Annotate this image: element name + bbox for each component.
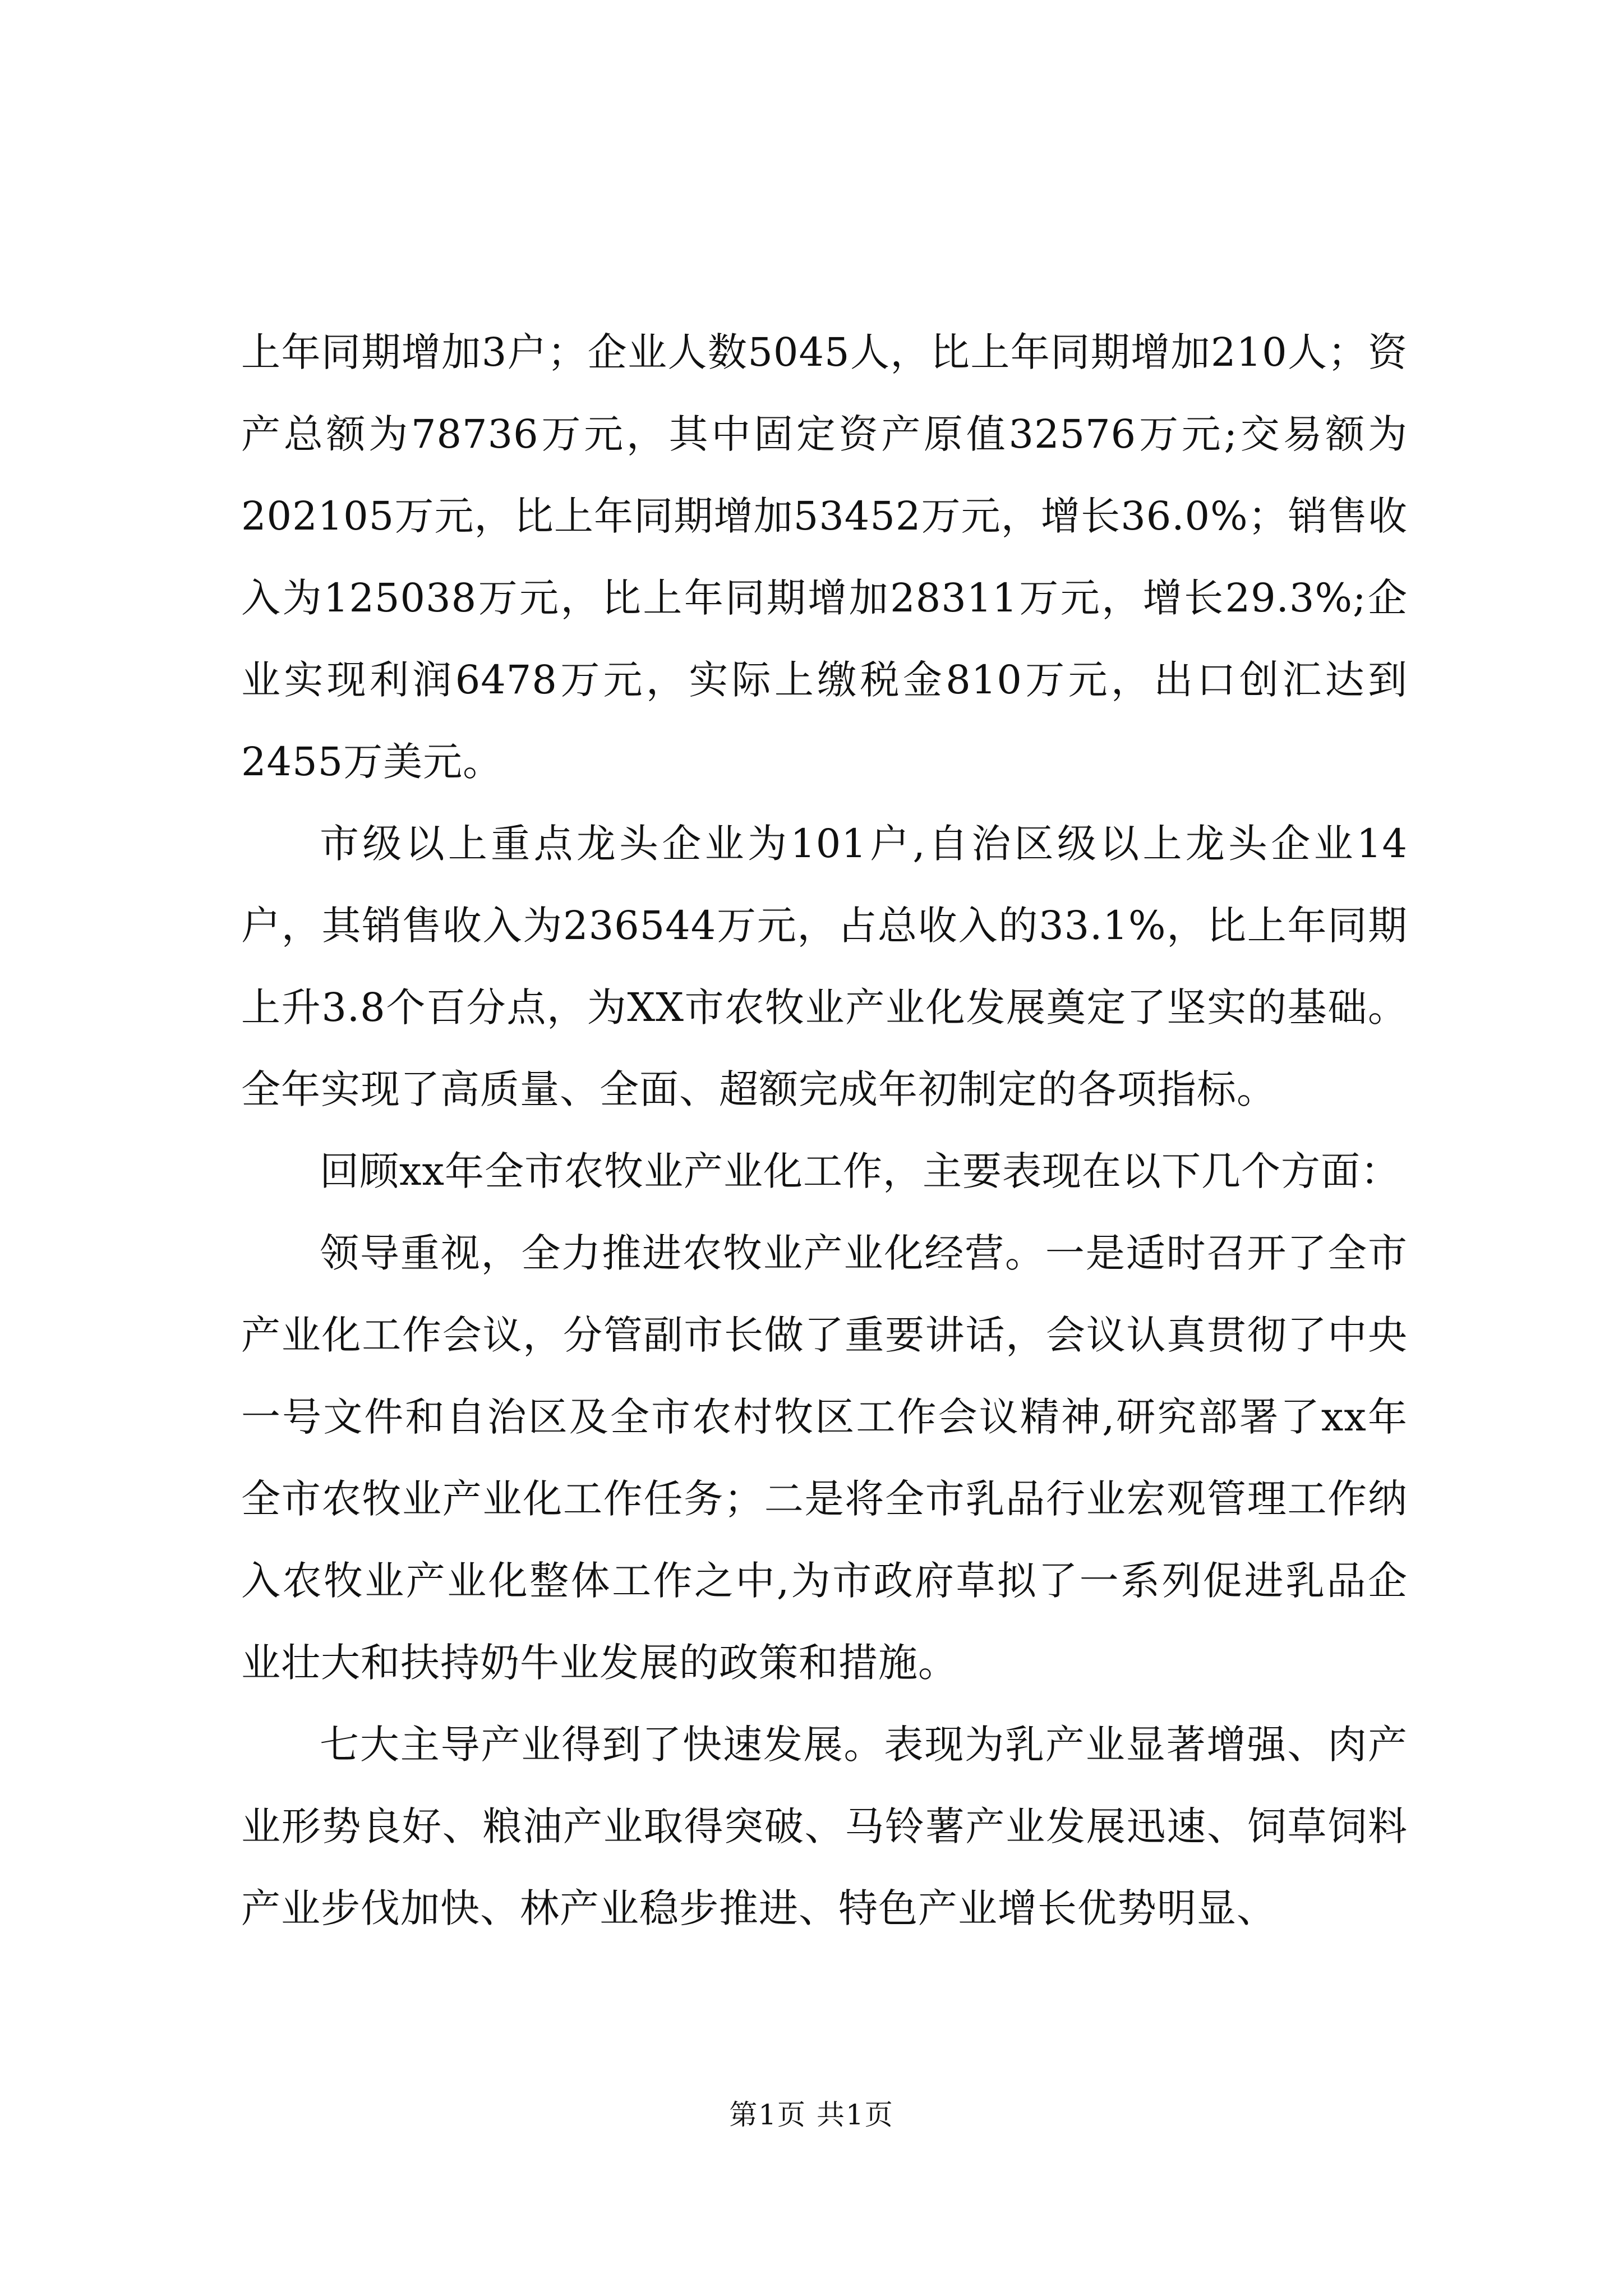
paragraph-seven-industries: 七大主导产业得到了快速发展。表现为乳产业显著增强、肉产业形势良好、粮油产业取得突破、马铃薯产业发展迅速、饲草饲料产业步伐加快、林产业稳步推进、特色产业增长优势明显、 <box>241 1722 1408 1931</box>
paragraph-leading-enterprises: 市级以上重点龙头企业为101户,自治区级以上龙头企业14户，其销售收入为236544万元，占总收入的33.1%，比上年同期上升3.8个百分点，为XX市农牧业产业化发展奠定了坚实的基础。全年实现了高质量、全面、超额完成年初制定的各项指标。 <box>241 821 1408 1112</box>
paragraph-review-intro: 回顾xx年全市农牧业产业化工作，主要表现在以下几个方面： <box>320 1148 1400 1194</box>
document-body <box>241 311 1408 1949</box>
paragraph-statistics-continued: 上年同期增加3户；企业人数5045人，比上年同期增加210人；资产总额为78736万元，其中固定资产原值32576万元;交易额为202105万元，比上年同期增加53452万元，增长36.0%；销售收入为125038万元，比上年同期增加28311万元，增长29.3%;企业实现利润6478万元，实际上缴税金810万元，出口创汇达到2455万美元。 <box>241 329 1408 785</box>
paragraph-leadership: 领导重视，全力推进农牧业产业化经营。一是适时召开了全市产业化工作会议，分管副市长做了重要讲话，会议认真贯彻了中央一号文件和自治区及全市农村牧区工作会议精神,研究部署了xx年全市农牧业产业化工作任务；二是将全市乳品行业宏观管理工作纳入农牧业产业化整体工作之中,为市政府草拟了一系列促进乳品企业壮大和扶持奶牛业发展的政策和措施。 <box>241 1230 1408 1686</box>
page-footer: 第1页 共1页 <box>729 2099 894 2131</box>
